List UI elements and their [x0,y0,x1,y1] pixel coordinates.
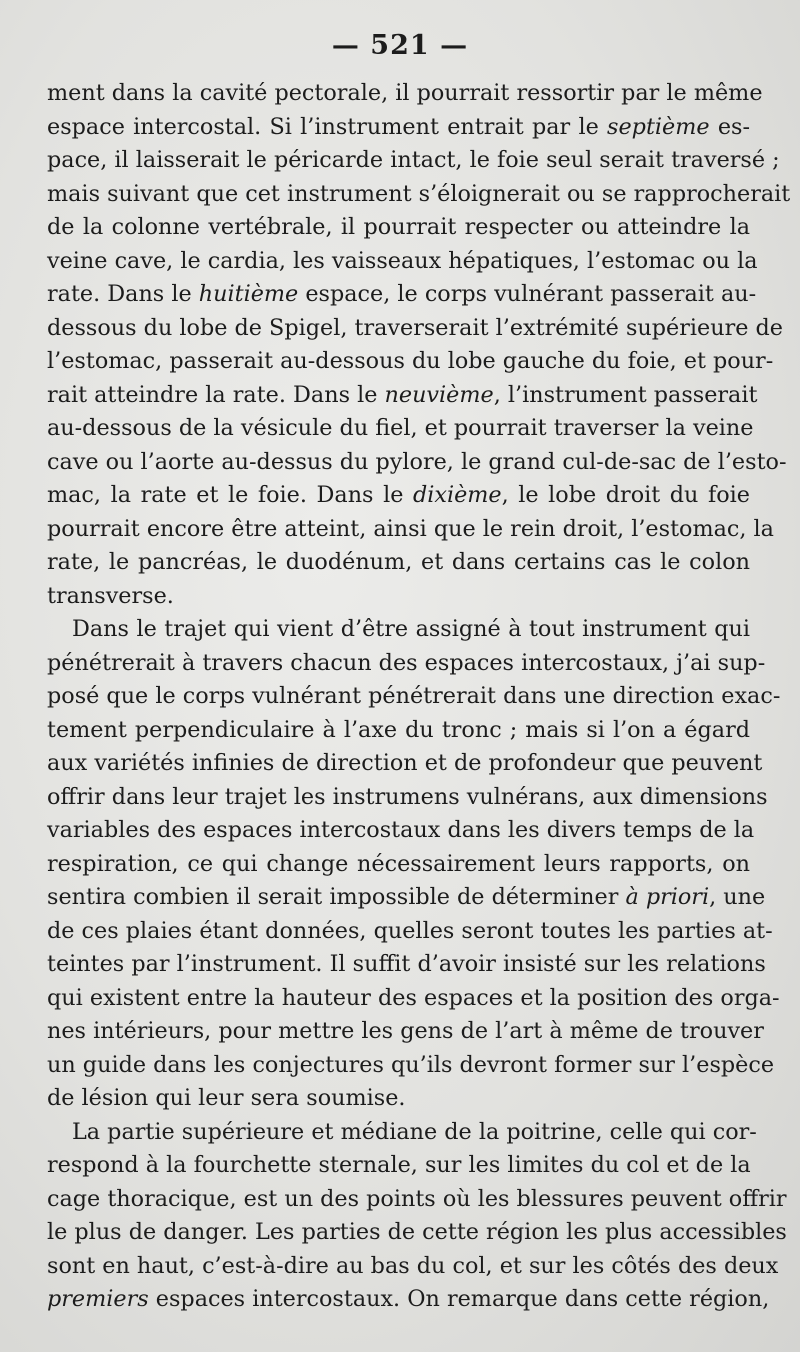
text-line: sentira combien il serait impossible de déterminer à priori, une [47,884,766,910]
text-line: veine cave, le cardia, les vaisseaux hépatiques, l’estomac ou la [47,247,758,274]
text-line: le plus de danger. Les parties de cette région les plus accessibles [47,1219,787,1245]
text-line: tement perpendiculaire à l’axe du tronc ; mais si l’on a égard [47,716,750,743]
text-line: mais suivant que cet instrument s’éloignerait ou se rapprocherait [47,180,791,207]
text-line: de la colonne vertébrale, il pourrait respecter ou atteindre la [47,214,750,240]
paragraph [47,77,791,613]
text-line: nes intérieurs, pour mettre les gens de l’art à même de trouver [47,1018,764,1044]
text-line: aux variétés infinies de direction et de profondeur que peuvent [47,750,763,776]
italic-term: neuvième [384,381,494,408]
italic-term: premiers [47,1286,149,1312]
text-line: l’estomac, passerait au-dessous du lobe gauche du foie, et pour- [47,348,774,374]
text-line: respond à la fourchette sternale, sur les limites du col et de la [47,1152,751,1178]
italic-term: dixième [412,482,502,508]
text-line: qui existent entre la hauteur des espaces et la position des orga- [47,984,780,1011]
text-line: sont en haut, c’est-à-dire au bas du col, et sur les côtés des deux [47,1252,779,1279]
text-line: Dans le trajet qui vient d’être assigné à tout instrument qui [72,616,750,642]
text-line: rait atteindre la rate. Dans le neuvième, l’instrument passerait [47,381,758,408]
text-line: cage thoracique, est un des points où les blessures peuvent offrir [47,1185,787,1212]
text-line: un guide dans les conjectures qu’ils devront former sur l’espèce [47,1051,775,1078]
text-line: premiers espaces intercostaux. On remarque dans cette région, [47,1286,770,1312]
text-line: dessous du lobe de Spigel, traverserait l’extrémité supérieure de [47,314,783,341]
text-line: de lésion qui leur sera soumise. [47,1085,406,1111]
text-line: mac, la rate et le foie. Dans le dixième, le lobe droit du foie [47,482,750,508]
text-line: pénétrerait à travers chacun des espaces intercostaux, j’ai sup- [47,649,766,676]
text-line: transverse. [47,582,174,609]
text-line: espace intercostal. Si l’instrument entrait par le septième es- [47,113,750,140]
text-line: pourrait encore être atteint, ainsi que le rein droit, l’estomac, la [47,515,774,542]
text-line: teintes par l’instrument. Il suffit d’avoir insisté sur les relations [47,951,766,977]
italic-term: septième [607,113,710,140]
page-number: — 521 — [331,30,469,61]
text-line: pace, il laisserait le péricarde intact, le foie seul serait traversé ; [47,147,780,173]
body-text [47,77,791,1317]
text-line: respiration, ce qui change nécessairement leurs rapports, on [47,850,750,877]
italic-term: à priori [625,884,710,910]
text-line: ment dans la cavité pectorale, il pourrait ressortir par le même [47,80,763,106]
italic-term: huitième [198,281,299,307]
text-line: posé que le corps vulnérant pénétrerait dans une direction exac- [47,683,781,709]
text-line: rate. Dans le huitième espace, le corps vulnérant passerait au- [47,281,757,307]
text-line: variables des espaces intercostaux dans les divers temps de la [47,817,755,843]
paragraph [47,1116,787,1317]
text-line: La partie supérieure et médiane de la poitrine, celle qui cor- [72,1118,757,1145]
paragraph [47,613,781,1116]
text-line: au-dessous de la vésicule du fiel, et pourrait traverser la veine [47,415,754,441]
text-line: cave ou l’aorte au-dessus du pylore, le grand cul-de-sac de l’esto- [47,448,787,475]
text-line: de ces plaies étant données, quelles seront toutes les parties at- [47,917,773,944]
text-line: offrir dans leur trajet les instrumens vulnérans, aux dimensions [47,783,768,810]
text-line: rate, le pancréas, le duodénum, et dans certains cas le colon [47,549,750,575]
